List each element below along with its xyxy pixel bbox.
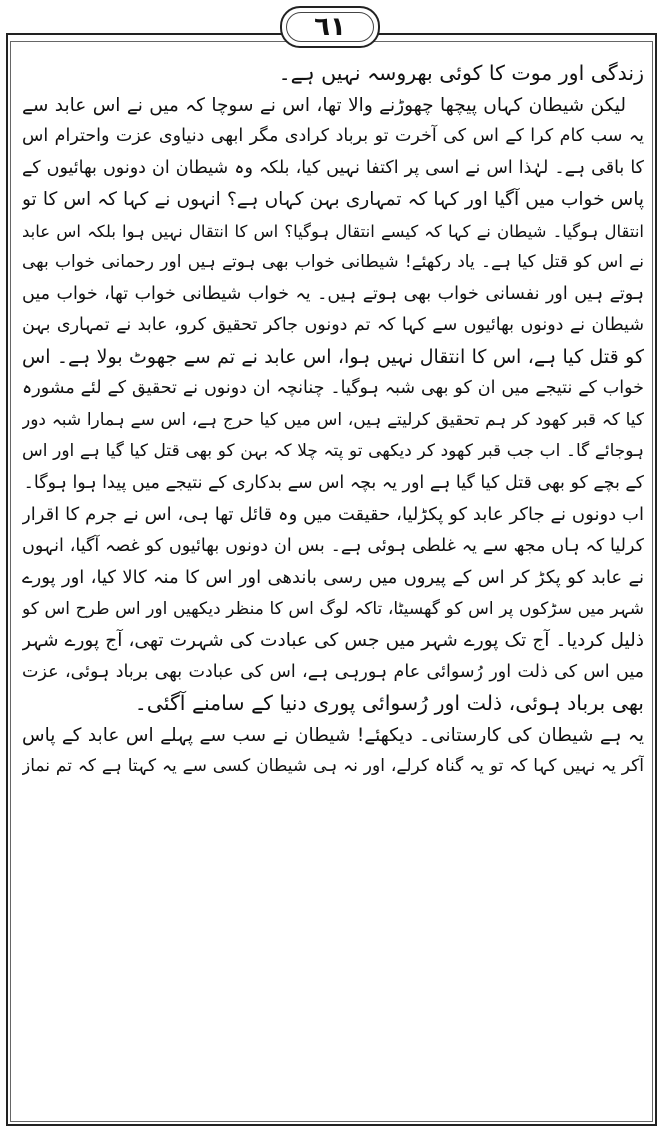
text-line: بھی برباد ہوئی، ذلت اور رُسوائی پوری دنیا کے سامنے آگئی۔ xyxy=(134,691,644,715)
page-number: ٦١ xyxy=(314,12,346,42)
text-line: کا باقی ہے۔ لہٰذا اس نے اسی پر اکتفا نہیں کیا، بلکہ وہ شیطان ان دونوں بھائیوں کے xyxy=(22,157,644,178)
text-line: شیطان نے دونوں بھائیوں سے کہا کہ تم دونوں جاکر تحقیق کرو، عابد نے تمہاری بہن xyxy=(22,315,644,335)
text-line: پاس خواب میں آگیا اور کہا کہ تمہاری بہن کہاں ہے؟ انہوں نے کہا کہ اس کا تو xyxy=(22,189,644,210)
text-line: اب دونوں نے جاکر عابد کو پکڑلیا، حقیقت میں وہ قائل تھا ہی، اس نے جرم کا اقرار xyxy=(22,504,644,525)
text-line: یہ سب کام کرا کے اس کی آخرت تو برباد کرادی مگر ابھی دنیاوی عزت واحترام اس xyxy=(22,126,644,146)
text-line: کے بچے کو بھی قتل کیا گیا ہے اور یہ بچہ اس سے بدکاری کے نتیجے میں پیدا ہوا ہوگا۔ xyxy=(23,472,644,493)
page-number-badge xyxy=(280,6,380,48)
text-line: ہوتے ہیں اور نفسانی خواب بھی ہوتے ہیں۔ یہ خواب شیطانی خواب تھا، خواب میں xyxy=(22,283,644,304)
text-line: کیا کہ قبر کھود کر ہم تحقیق کرلیتے ہیں، اس میں کیا حرج ہے، اس سے ہمارا شبہ دور xyxy=(22,409,644,430)
body-text xyxy=(22,58,644,783)
text-line: ہوجائے گا۔ اب جب قبر کھود کر دیکھی تو پتہ چلا کہ بہن کو بھی قتل کیا گیا ہے اور اس xyxy=(22,441,644,461)
text-line: کو قتل کیا ہے، اس کا انتقال نہیں ہوا، اس عابد نے تم سے جھوٹ بولا ہے۔ اس xyxy=(22,345,644,368)
text-line: نے اس کو قتل کیا ہے۔ یاد رکھئے! شیطانی خواب بھی ہوتے ہیں اور رحمانی خواب بھی xyxy=(22,252,644,272)
text-line: یہ ہے شیطان کی کارستانی۔ دیکھئے! شیطان نے سب سے پہلے اس عابد کے پاس xyxy=(22,724,644,746)
text-line: لیکن شیطان کہاں پیچھا چھوڑنے والا تھا، اس نے سوچا کہ میں نے اس عابد سے xyxy=(22,94,626,116)
text-line: شہر میں سڑکوں پر اس کو گھسیٹا، تاکہ لوگ اس کا منظر دیکھیں اور اس طرح اس کو xyxy=(22,598,644,619)
text-line: خواب کے نتیجے میں ان کو بھی شبہ ہوگیا۔ چنانچہ ان دونوں نے تحقیق کے لئے مشورہ xyxy=(22,378,644,398)
text-line: انتقال ہوگیا۔ شیطان نے کہا کہ کیسے انتقال ہوگیا؟ اس کا انتقال نہیں ہوا بلکہ اس عابد xyxy=(22,221,644,241)
text-line: ذلیل کردیا۔ آج تک پورے شہر میں جس کی عبادت کی شہرت تھی، آج پورے شہر xyxy=(22,630,644,651)
text-line: زندگی اور موت کا کوئی بھروسہ نہیں ہے۔ xyxy=(278,61,644,85)
text-line: نے عابد کو پکڑ کر اس کے پیروں میں رسی باندھی اور اس کا منہ کالا کیا، اور پورے xyxy=(22,567,644,588)
text-line: میں اس کی ذلت اور رُسوائی عام ہورہی ہے، اس کی عبادت بھی برباد ہوئی، عزت xyxy=(22,661,644,682)
text-line: کرلیا کہ ہاں مجھ سے یہ غلطی ہوئی ہے۔ بس ان دونوں بھائیوں کو غصہ آگیا، انہوں xyxy=(22,535,644,556)
text-line: آکر یہ نہیں کہا کہ تو یہ گناہ کرلے، اور نہ ہی شیطان کسی سے یہ کہتا ہے کہ تم نماز xyxy=(22,756,644,776)
